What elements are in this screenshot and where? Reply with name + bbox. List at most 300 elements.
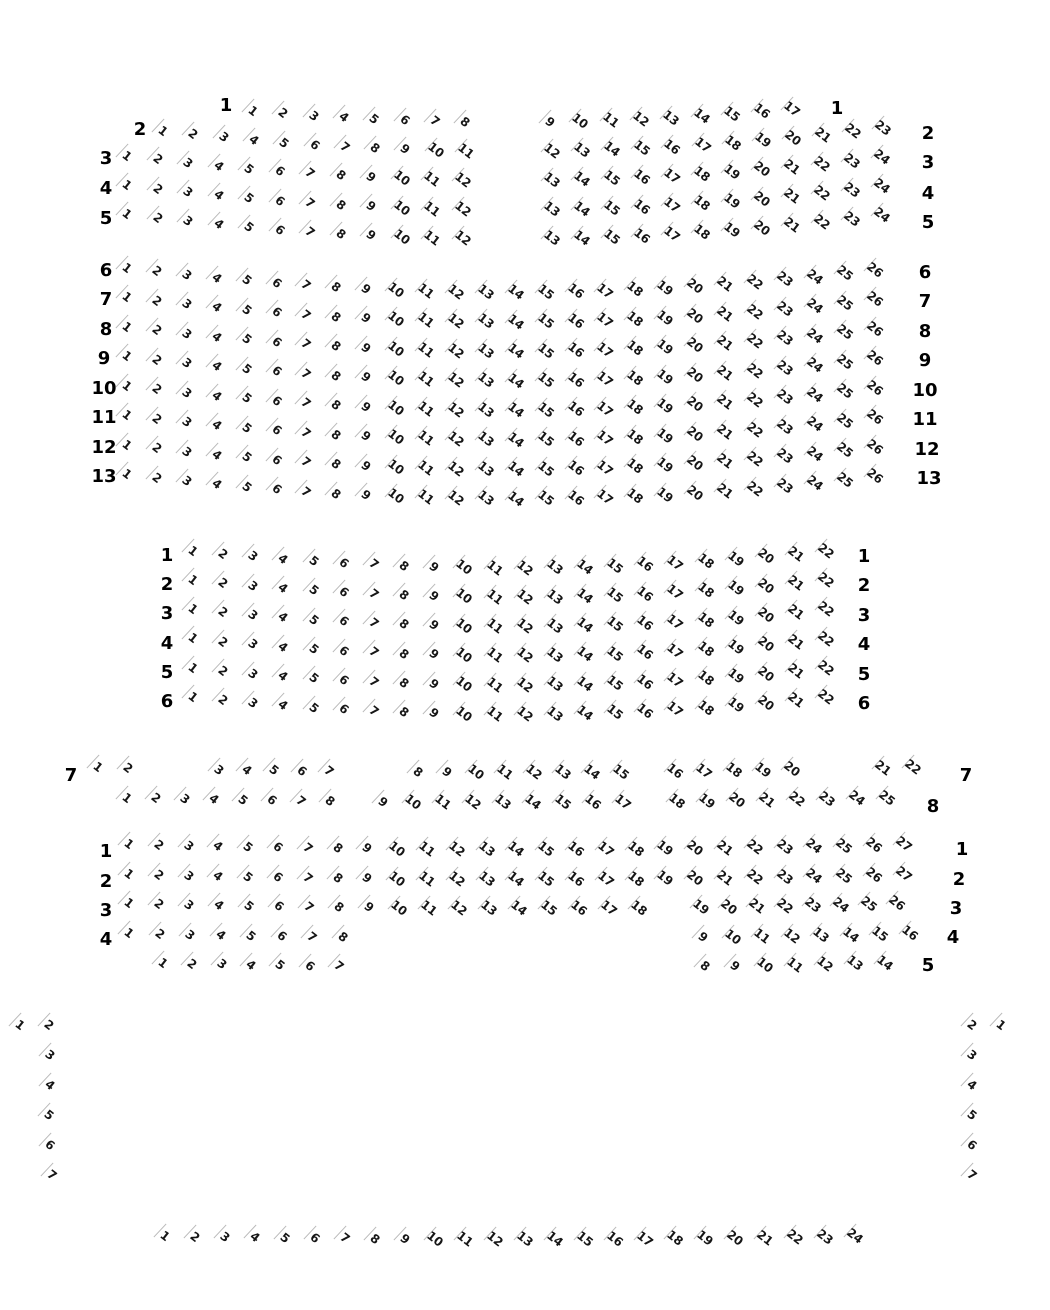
seat-number: 1 <box>119 177 135 194</box>
seat-number: 3 <box>213 956 230 973</box>
seat-number: 16 <box>898 922 921 944</box>
seat-number: 22 <box>774 895 796 917</box>
seat-number: 3 <box>245 665 261 682</box>
seat-number: 5 <box>305 552 322 570</box>
seat-number: 10 <box>390 225 413 248</box>
seat-number: 19 <box>654 454 677 476</box>
seat-number: 11 <box>483 586 506 608</box>
seat-number: 2 <box>185 126 201 143</box>
seat-number: 3 <box>245 694 261 711</box>
seat-number: 15 <box>610 760 632 783</box>
row-label-right: 3 <box>949 898 963 919</box>
seat-number: 7 <box>302 194 318 211</box>
seat-number: 13 <box>474 399 497 421</box>
seat-number: 25 <box>833 834 856 857</box>
seat-number: 21 <box>714 332 736 354</box>
row-label-right: 10 <box>912 380 938 401</box>
seat-number: 10 <box>453 702 476 725</box>
seat-number: 12 <box>444 428 467 450</box>
seat-number: 10 <box>754 954 776 976</box>
seat-number: 22 <box>815 539 837 562</box>
seat-number: 4 <box>210 157 227 174</box>
seat-number: 3 <box>211 761 227 778</box>
seat-number: 2 <box>149 322 165 339</box>
seat-number: 1 <box>119 377 135 394</box>
seat-number: 25 <box>833 292 856 314</box>
seat-number: 26 <box>863 834 885 856</box>
seat-number: 5 <box>238 449 255 466</box>
seat-number: 18 <box>624 867 647 890</box>
seat-number: 13 <box>844 952 866 975</box>
seat-number: 5 <box>241 160 257 177</box>
seat-number: 3 <box>181 896 197 913</box>
seat-number: 9 <box>727 957 743 974</box>
row-label-right: 3 <box>921 152 935 173</box>
seat-number: 3 <box>177 790 193 807</box>
seat-number: 14 <box>504 310 527 333</box>
seat-number: 17 <box>664 581 687 603</box>
seat-number: 12 <box>780 924 803 947</box>
seat-number: 19 <box>654 306 677 329</box>
seat-number: 11 <box>416 868 438 890</box>
seat-number: 17 <box>612 790 634 813</box>
seat-number: 16 <box>564 487 587 509</box>
seat-number: 13 <box>474 369 497 392</box>
row-label-right: 11 <box>912 409 938 430</box>
seat-number: 22 <box>811 153 833 175</box>
row-label-left: 5 <box>99 208 113 229</box>
row-label-right: 12 <box>914 439 940 460</box>
seat-number: 9 <box>426 617 442 634</box>
seat-number: 25 <box>833 469 856 491</box>
seat-number: 1 <box>185 659 201 676</box>
seat-number: 1 <box>185 688 201 706</box>
seat-number: 24 <box>846 787 868 809</box>
seat-number: 2 <box>149 469 165 486</box>
seat-number: 3 <box>179 443 195 460</box>
seat-number: 8 <box>396 704 412 721</box>
seat-number: 14 <box>544 1228 566 1250</box>
seat-number: 10 <box>453 585 476 608</box>
seat-number: 5 <box>41 1106 57 1124</box>
seat-number: 1 <box>121 895 137 912</box>
seat-number: 3 <box>179 266 195 283</box>
seat-number: 17 <box>661 223 683 245</box>
seat-number: 7 <box>366 673 382 690</box>
seat-number: 4 <box>243 956 259 973</box>
seat-number: 12 <box>444 280 467 303</box>
seat-number: 2 <box>184 955 200 972</box>
seat-number: 26 <box>863 347 886 370</box>
seat-number: 3 <box>180 184 196 201</box>
seat-number: 22 <box>743 866 766 888</box>
seat-number: 20 <box>684 275 706 297</box>
seat-number: 19 <box>696 790 718 812</box>
seat-number: 9 <box>397 141 413 158</box>
seat-number: 20 <box>754 662 777 685</box>
seat-number: 22 <box>743 389 766 411</box>
seat-number: 20 <box>751 188 773 210</box>
seat-number: 26 <box>863 259 886 281</box>
seat-number: 22 <box>784 1226 806 1248</box>
seat-number: 22 <box>743 359 766 382</box>
seat-number: 4 <box>210 216 227 233</box>
seat-number: 1 <box>119 436 135 453</box>
seat-number: 9 <box>439 763 455 780</box>
seat-number: 22 <box>743 448 766 470</box>
seat-number: 17 <box>594 456 617 479</box>
seat-number: 20 <box>684 423 706 445</box>
seat-number: 18 <box>624 278 647 301</box>
seat-number: 1 <box>157 1228 173 1245</box>
seat-number: 9 <box>358 280 374 297</box>
seat-number: 11 <box>421 168 443 190</box>
seat-number: 17 <box>693 760 716 782</box>
seat-number: 7 <box>427 113 443 130</box>
seat-number: 9 <box>375 793 391 810</box>
seat-number: 5 <box>240 838 256 855</box>
seat-number: 15 <box>535 838 558 860</box>
row-label-right: 1 <box>830 98 844 119</box>
seat-number: 20 <box>684 482 706 504</box>
seat-number: 5 <box>241 897 257 914</box>
seat-number: 15 <box>534 281 557 303</box>
seat-number: 10 <box>424 139 447 161</box>
seat-number: 24 <box>803 442 826 465</box>
seat-number: 19 <box>724 694 747 717</box>
seat-number: 15 <box>534 399 557 421</box>
row-label-left: 4 <box>99 178 113 199</box>
row-label-left: 2 <box>160 574 174 595</box>
seat-number: 14 <box>690 105 713 127</box>
seat-number: 6 <box>268 333 285 350</box>
seat-number: 2 <box>964 1016 980 1034</box>
seat-number: 6 <box>336 613 352 630</box>
seat-number: 18 <box>694 608 717 631</box>
seat-number: 13 <box>543 703 566 725</box>
seat-number: 23 <box>841 208 863 230</box>
row-label-right: 7 <box>918 291 932 312</box>
seat-number: 6 <box>268 422 285 439</box>
seat-number: 13 <box>478 897 500 919</box>
seat-number: 5 <box>240 868 256 885</box>
seat-number: 9 <box>363 198 379 215</box>
seat-number: 18 <box>691 163 713 185</box>
seat-number: 7 <box>298 365 314 382</box>
seat-number: 3 <box>215 129 232 146</box>
seat-number: 9 <box>695 928 711 945</box>
seat-number: 21 <box>785 660 807 682</box>
seat-number: 5 <box>238 331 255 348</box>
seat-number: 20 <box>754 604 777 626</box>
seat-number: 6 <box>268 481 285 498</box>
row-label-right: 13 <box>916 468 942 489</box>
seat-number: 1 <box>245 102 261 120</box>
seat-number: 24 <box>844 1225 866 1247</box>
seat-number: 21 <box>714 303 736 325</box>
seat-number: 11 <box>415 309 437 331</box>
seat-number: 24 <box>803 295 826 317</box>
seat-number: 7 <box>300 839 316 856</box>
seat-number: 14 <box>504 458 527 480</box>
seat-number: 22 <box>815 627 837 650</box>
seat-number: 5 <box>305 640 322 657</box>
seat-number: 22 <box>811 182 833 204</box>
seat-number: 6 <box>306 136 323 153</box>
seat-number: 7 <box>300 869 316 886</box>
seat-number: 21 <box>714 421 736 443</box>
seat-number: 14 <box>504 487 527 510</box>
seat-number: 21 <box>714 273 736 295</box>
row-label-left: 4 <box>160 633 174 654</box>
seat-number: 13 <box>543 615 566 637</box>
seat-number: 16 <box>564 339 587 361</box>
row-label-right: 2 <box>921 123 935 144</box>
seat-number: 8 <box>697 957 713 974</box>
seat-number: 17 <box>661 194 683 216</box>
seat-number: 3 <box>179 473 195 490</box>
seat-number: 1 <box>119 206 135 223</box>
seat-number: 26 <box>863 377 886 399</box>
seat-number: 13 <box>660 107 683 129</box>
seat-number: 18 <box>694 579 717 601</box>
seat-number: 16 <box>582 791 604 813</box>
seat-number: 23 <box>814 1225 836 1248</box>
seat-number: 1 <box>185 630 201 647</box>
seat-number: 6 <box>270 869 286 886</box>
seat-number: 16 <box>634 583 657 605</box>
seat-number: 14 <box>574 555 596 578</box>
seat-number: 7 <box>298 424 314 441</box>
row-label-right: 3 <box>857 605 871 626</box>
seat-number: 13 <box>552 761 574 783</box>
seat-number: 7 <box>298 336 314 353</box>
seat-number: 10 <box>453 556 476 578</box>
row-label-right: 2 <box>857 575 871 596</box>
seat-number: 18 <box>624 308 647 330</box>
seat-number: 16 <box>634 670 657 693</box>
seat-number: 13 <box>541 169 563 191</box>
seat-number: 15 <box>534 340 557 362</box>
seat-number: 10 <box>386 837 409 860</box>
row-label-right: 7 <box>959 765 973 786</box>
seat-number: 10 <box>453 615 476 637</box>
row-label-left: 7 <box>64 765 78 786</box>
seat-number: 12 <box>513 644 536 667</box>
seat-number: 8 <box>410 763 426 780</box>
seat-number: 9 <box>361 899 377 916</box>
seat-number: 12 <box>445 838 468 860</box>
seat-number: 18 <box>694 550 717 572</box>
seat-number: 23 <box>773 386 796 409</box>
row-label-right: 2 <box>952 869 966 890</box>
seat-number: 18 <box>624 396 647 419</box>
seat-number: 1 <box>90 758 106 775</box>
row-label-right: 4 <box>946 927 960 948</box>
seat-number: 6 <box>268 274 285 291</box>
row-label-left: 10 <box>91 378 117 399</box>
seat-number: 21 <box>785 543 807 565</box>
seat-number: 16 <box>565 838 587 860</box>
seat-number: 15 <box>601 226 623 248</box>
seat-number: 6 <box>336 671 352 689</box>
seat-number: 14 <box>504 428 527 451</box>
seat-number: 4 <box>209 358 225 375</box>
seat-number: 25 <box>833 410 856 432</box>
seat-number: 9 <box>426 587 442 604</box>
seat-number: 1 <box>121 836 137 853</box>
seat-number: 4 <box>210 868 226 885</box>
seat-number: 12 <box>444 310 467 332</box>
seat-number: 9 <box>358 310 374 327</box>
row-label-left: 3 <box>99 900 113 921</box>
seat-number: 2 <box>151 836 167 854</box>
seat-number: 19 <box>654 424 677 447</box>
seat-number: 12 <box>448 897 470 919</box>
seat-number: 20 <box>781 758 804 781</box>
seat-number: 4 <box>275 550 291 567</box>
seat-number: 20 <box>751 158 773 181</box>
seat-number: 20 <box>754 633 777 655</box>
seat-number: 23 <box>872 117 894 139</box>
seat-number: 17 <box>594 338 617 361</box>
seat-number: 10 <box>385 338 407 360</box>
seat-number: 12 <box>513 586 536 608</box>
seat-number: 12 <box>451 168 474 191</box>
seat-number: 14 <box>504 399 527 421</box>
seat-number: 18 <box>628 896 650 919</box>
seat-number: 23 <box>773 836 796 858</box>
seat-number: 10 <box>453 644 476 666</box>
row-label-right: 5 <box>857 664 871 685</box>
seat-number: 2 <box>215 692 231 709</box>
seat-number: 10 <box>402 791 424 813</box>
seat-number: 13 <box>571 139 593 161</box>
seat-number: 6 <box>270 839 286 856</box>
seat-number: 15 <box>604 672 626 694</box>
seat-number: 12 <box>462 791 484 813</box>
seat-number: 19 <box>654 867 677 889</box>
seat-number: 9 <box>426 704 442 722</box>
seat-number: 16 <box>564 428 587 450</box>
seat-number: 7 <box>337 138 353 155</box>
seat-number: 12 <box>451 227 474 249</box>
seat-number: 6 <box>271 192 288 209</box>
seat-number: 9 <box>358 398 374 415</box>
seat-number: 15 <box>534 458 557 480</box>
seat-number: 7 <box>321 762 337 780</box>
seat-number: 17 <box>664 640 687 662</box>
seat-number: 17 <box>598 897 620 919</box>
seat-number: 8 <box>334 929 351 946</box>
seat-number: 4 <box>206 791 222 808</box>
seat-number: 14 <box>571 197 593 220</box>
seat-number: 6 <box>271 898 287 915</box>
seat-number: 19 <box>724 665 747 687</box>
seat-number: 12 <box>484 1228 506 1250</box>
row-label-left: 2 <box>99 871 113 892</box>
seat-number: 5 <box>305 611 322 628</box>
seat-number: 11 <box>494 761 516 783</box>
seat-number: 23 <box>773 416 796 438</box>
row-label-right: 8 <box>926 796 940 817</box>
row-label-left: 13 <box>91 466 117 487</box>
seat-number: 6 <box>268 451 285 468</box>
seat-number: 8 <box>329 869 346 887</box>
seat-number: 24 <box>803 835 826 857</box>
seat-number: 9 <box>358 339 374 356</box>
seat-number: 4 <box>210 838 226 855</box>
seat-number: 19 <box>654 365 677 388</box>
seat-number: 8 <box>332 196 349 213</box>
seat-number: 17 <box>664 669 687 691</box>
seat-number: 21 <box>785 630 807 653</box>
seat-number: 5 <box>964 1106 980 1124</box>
seat-number: 21 <box>781 156 803 178</box>
seat-number: 20 <box>751 217 773 239</box>
seat-number: 10 <box>465 761 487 783</box>
seat-number: 6 <box>293 762 310 779</box>
seat-number: 26 <box>863 864 885 886</box>
seat-number: 4 <box>209 328 225 345</box>
seat-number: 16 <box>751 100 773 123</box>
seat-number: 18 <box>694 667 717 689</box>
seat-number: 8 <box>396 586 412 603</box>
seat-number: 12 <box>513 615 536 637</box>
seat-number: 18 <box>666 790 688 812</box>
seat-number: 18 <box>691 221 713 244</box>
seat-number: 13 <box>514 1228 536 1250</box>
seat-number: 4 <box>209 417 225 434</box>
seat-number: 16 <box>564 310 587 332</box>
seat-number: 11 <box>483 644 506 667</box>
seat-number: 19 <box>654 483 677 506</box>
seat-number: 10 <box>385 426 407 448</box>
seat-number: 1 <box>119 348 135 365</box>
seat-number: 15 <box>720 103 743 125</box>
seat-number: 8 <box>328 278 344 296</box>
seat-number: 5 <box>238 419 255 436</box>
seat-number: 24 <box>803 324 826 347</box>
seat-number: 8 <box>328 485 344 502</box>
seat-number: 25 <box>858 893 880 915</box>
seat-number: 17 <box>664 610 687 633</box>
seat-number: 24 <box>803 354 826 376</box>
seat-number: 23 <box>841 149 863 172</box>
seat-number: 15 <box>604 584 626 606</box>
seat-number: 8 <box>328 455 344 473</box>
seat-number: 5 <box>238 272 255 289</box>
seat-number: 2 <box>275 105 291 122</box>
seat-number: 2 <box>149 263 165 280</box>
seat-number: 14 <box>581 761 603 783</box>
seat-number: 22 <box>743 418 766 441</box>
seat-number: 19 <box>724 577 747 599</box>
seat-number: 21 <box>781 185 803 207</box>
seat-number: 18 <box>694 638 717 660</box>
seat-number: 14 <box>571 168 593 190</box>
seat-number: 16 <box>634 612 657 634</box>
seat-number: 21 <box>714 362 736 384</box>
seat-number: 4 <box>209 476 225 493</box>
seat-number: 4 <box>275 609 291 626</box>
seat-number: 3 <box>42 1046 58 1064</box>
seat-number: 15 <box>538 897 560 919</box>
seat-number: 2 <box>149 180 166 197</box>
seat-number: 8 <box>328 337 344 355</box>
seat-number: 10 <box>385 308 407 330</box>
seat-number: 13 <box>474 340 497 362</box>
